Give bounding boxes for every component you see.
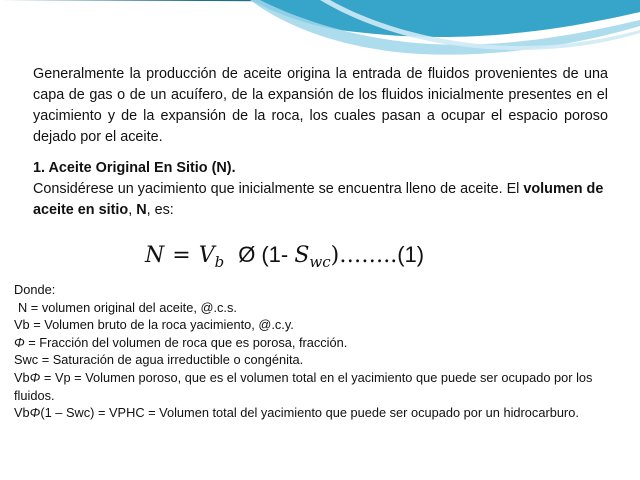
definition-swc: Swc = Saturación de agua irreductible o congénita. <box>14 352 304 368</box>
equation-paren-open: (1- <box>261 242 295 267</box>
section-original-oil <box>33 158 608 221</box>
definition-vb: Vb = Volumen bruto de la roca yacimiento, @.c.y. <box>14 317 294 333</box>
definition-vphc-symbol: Φ <box>29 405 41 421</box>
definitions-heading: Donde: <box>14 282 56 297</box>
definition-phi-symbol: Φ <box>14 334 25 350</box>
definitions-list <box>14 281 620 422</box>
header-wave-decoration <box>0 0 640 70</box>
definition-phi-text: = Fracción del volumen de roca que es porosa, fracción. <box>24 334 348 350</box>
section-text-bold1: volumen de aceite en sitio <box>33 181 604 218</box>
section-text-part2: , <box>128 202 137 218</box>
section-text <box>33 179 608 221</box>
equation-sw-base: S <box>294 243 310 268</box>
definition-vphc-text: (1 – Swc) = VPHC = Volumen total del yacimiento que puede ser ocupado por un hidrocarburo. <box>40 405 579 421</box>
equation-lhs: N <box>145 243 165 268</box>
definition-vp-prefix: Vb <box>14 369 30 385</box>
section-text-part3: , es: <box>146 202 174 218</box>
definition-vphc <box>14 404 620 422</box>
definition-vp-symbol: Φ <box>29 369 41 385</box>
equation-phi: Ø <box>238 242 256 267</box>
equation-1 <box>145 238 424 272</box>
definition-vp <box>14 369 620 404</box>
equation-equals: = <box>172 243 191 268</box>
definition-n: N = volumen original del aceite, @.c.s. <box>18 299 237 315</box>
equation-vb-base: V <box>198 243 215 268</box>
definition-phi <box>14 334 620 352</box>
intro-paragraph: Generalmente la producción de aceite origina la entrada de fluidos provenientes de una capa de gas o de un acuífero, de la expansión de los fluidos inicialmente presentes en el yacimiento y de la expansión de la roca, los cuales pasan a ocupar el espacio poroso dejado por el aceite. <box>33 66 608 145</box>
equation-sw-sub: wc <box>309 253 331 271</box>
section-text-part1: Considérese un yacimiento que inicialmente se encuentra lleno de aceite. El <box>33 181 524 197</box>
section-text-bold2: N <box>136 202 147 218</box>
equation-close-dots: )…….. <box>330 243 398 268</box>
equation-number: (1) <box>397 242 425 267</box>
definition-vp-text: = Vp = Volumen poroso, que es el volumen total en el yacimiento que puede ser ocupado por los fluidos. <box>14 369 593 403</box>
definition-vphc-prefix: Vb <box>14 405 30 421</box>
equation-vb-sub: b <box>214 253 225 271</box>
section-title: 1. Aceite Original En Sitio (N). <box>33 160 236 176</box>
